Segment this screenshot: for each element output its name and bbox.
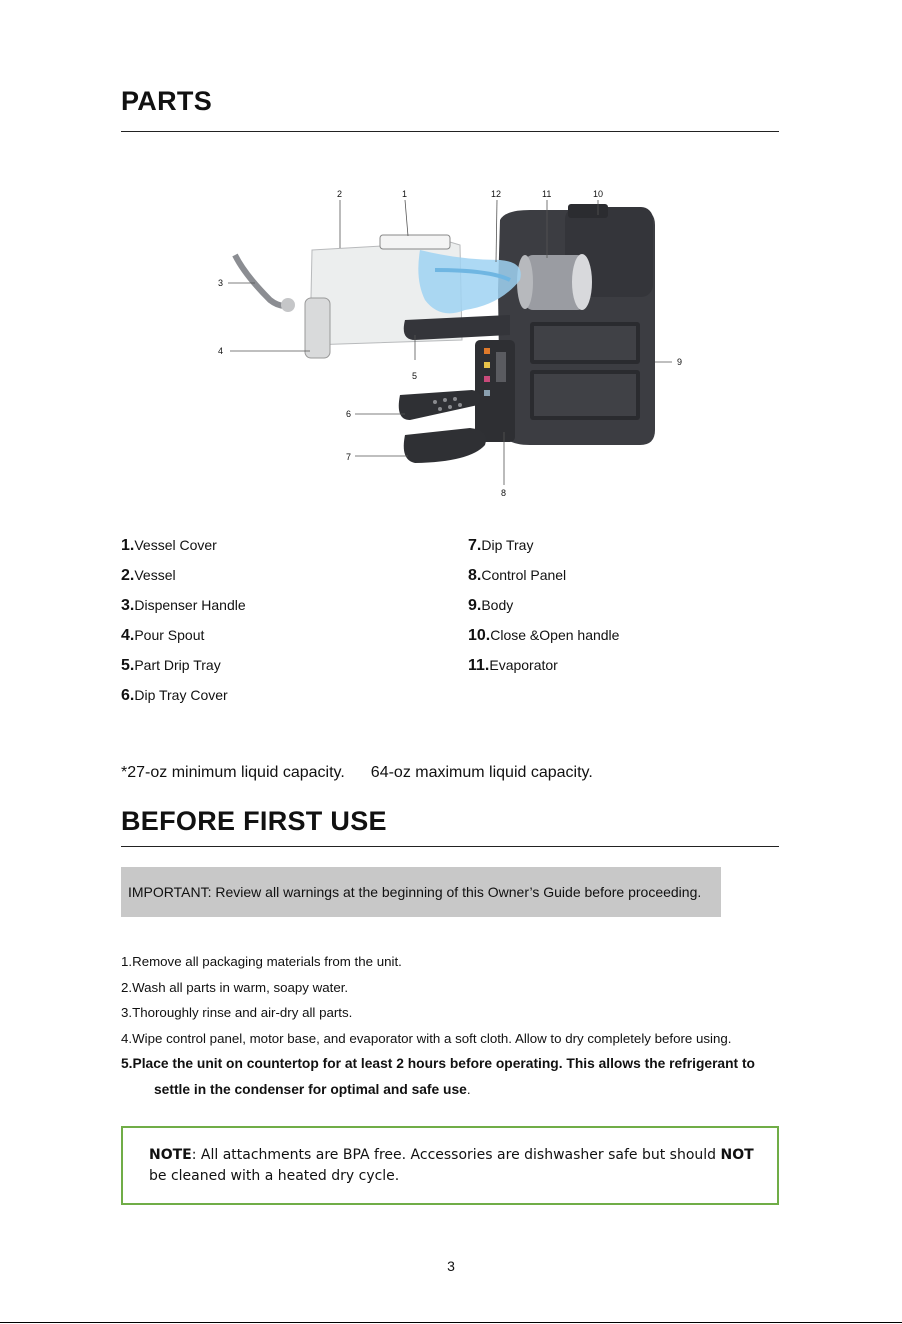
before-first-use-heading: BEFORE FIRST USE: [121, 806, 387, 836]
control-panel: [475, 340, 515, 442]
pour-spout: [305, 298, 330, 358]
callout-4: 4: [218, 346, 224, 356]
parts-item: 2.Vessel: [121, 567, 176, 584]
parts-item: 8.Control Panel: [468, 567, 567, 584]
step-item: 2.Wash all parts in warm, soapy water.: [121, 979, 349, 995]
parts-item: 11.Evaporator: [468, 657, 558, 674]
callout-9: 9: [677, 357, 683, 367]
parts-item: 3.Dispenser Handle: [121, 597, 246, 614]
step-item: 4.Wipe control panel, motor base, and evaporator with a soft cloth. Allow to dry completely before using.: [121, 1030, 732, 1046]
callout-10: 10: [593, 189, 604, 199]
step-item-bold: 5.Place the unit on countertop for at least 2 hours before operating. This allows the refrigerant to: [121, 1056, 755, 1071]
callout-12: 12: [491, 189, 502, 199]
close-open-handle: [568, 204, 608, 218]
parts-item: 4.Pour Spout: [121, 627, 205, 644]
parts-heading-rule: [121, 131, 779, 132]
capacity-min: *27-oz minimum liquid capacity.: [121, 764, 345, 781]
callout-2: 2: [337, 189, 343, 199]
steps-list: [121, 953, 791, 1106]
parts-list-right: [468, 535, 619, 685]
step-item: 3.Thoroughly rinse and air-dry all parts.: [121, 1005, 353, 1020]
before-first-use-rule: [121, 846, 779, 847]
parts-item: 1.Vessel Cover: [121, 537, 217, 554]
step-item-continued: settle in the condenser for optimal and safe use.: [154, 1081, 471, 1097]
parts-list-left: [121, 535, 246, 715]
callout-5: 5: [412, 371, 418, 381]
callout-3: 3: [218, 278, 224, 288]
callout-1: 1: [402, 189, 408, 199]
callout-7: 7: [346, 452, 352, 462]
note-label: NOTE: [149, 1147, 192, 1163]
callout-8: 8: [501, 488, 507, 498]
capacity-max: 64-oz maximum liquid capacity.: [370, 764, 593, 781]
machine-diagram: [200, 180, 700, 505]
note-box: NOTE: All attachments are BPA free. Accessories are dishwasher safe but should NOT be cleaned with a heated dry cycle.: [121, 1126, 779, 1205]
parts-item: 10.Close &Open handle: [468, 627, 620, 644]
drip-tray: [404, 428, 486, 463]
parts-item: 5.Part Drip Tray: [121, 657, 221, 674]
important-banner: IMPORTANT: Review all warnings at the beginning of this Owner’s Guide before proceeding.: [121, 867, 721, 917]
callout-11: 11: [542, 189, 552, 199]
vessel-cover: [380, 235, 450, 249]
step-item: 1.Remove all packaging materials from the unit.: [121, 954, 402, 969]
evaporator-end: [572, 254, 592, 310]
note-emphasis: NOT: [720, 1147, 754, 1163]
parts-item: 7.Dip Tray: [468, 537, 534, 554]
parts-heading: PARTS: [121, 86, 213, 116]
parts-item: 9.Body: [468, 597, 514, 614]
dispenser-handle: [235, 255, 290, 306]
drip-tray-cover: [399, 390, 481, 420]
capacity-note: [121, 764, 593, 782]
callout-6: 6: [346, 409, 352, 419]
bottom-rule: [0, 1322, 902, 1323]
parts-item: 6.Dip Tray Cover: [121, 687, 228, 704]
page-number: 3: [447, 1258, 455, 1274]
